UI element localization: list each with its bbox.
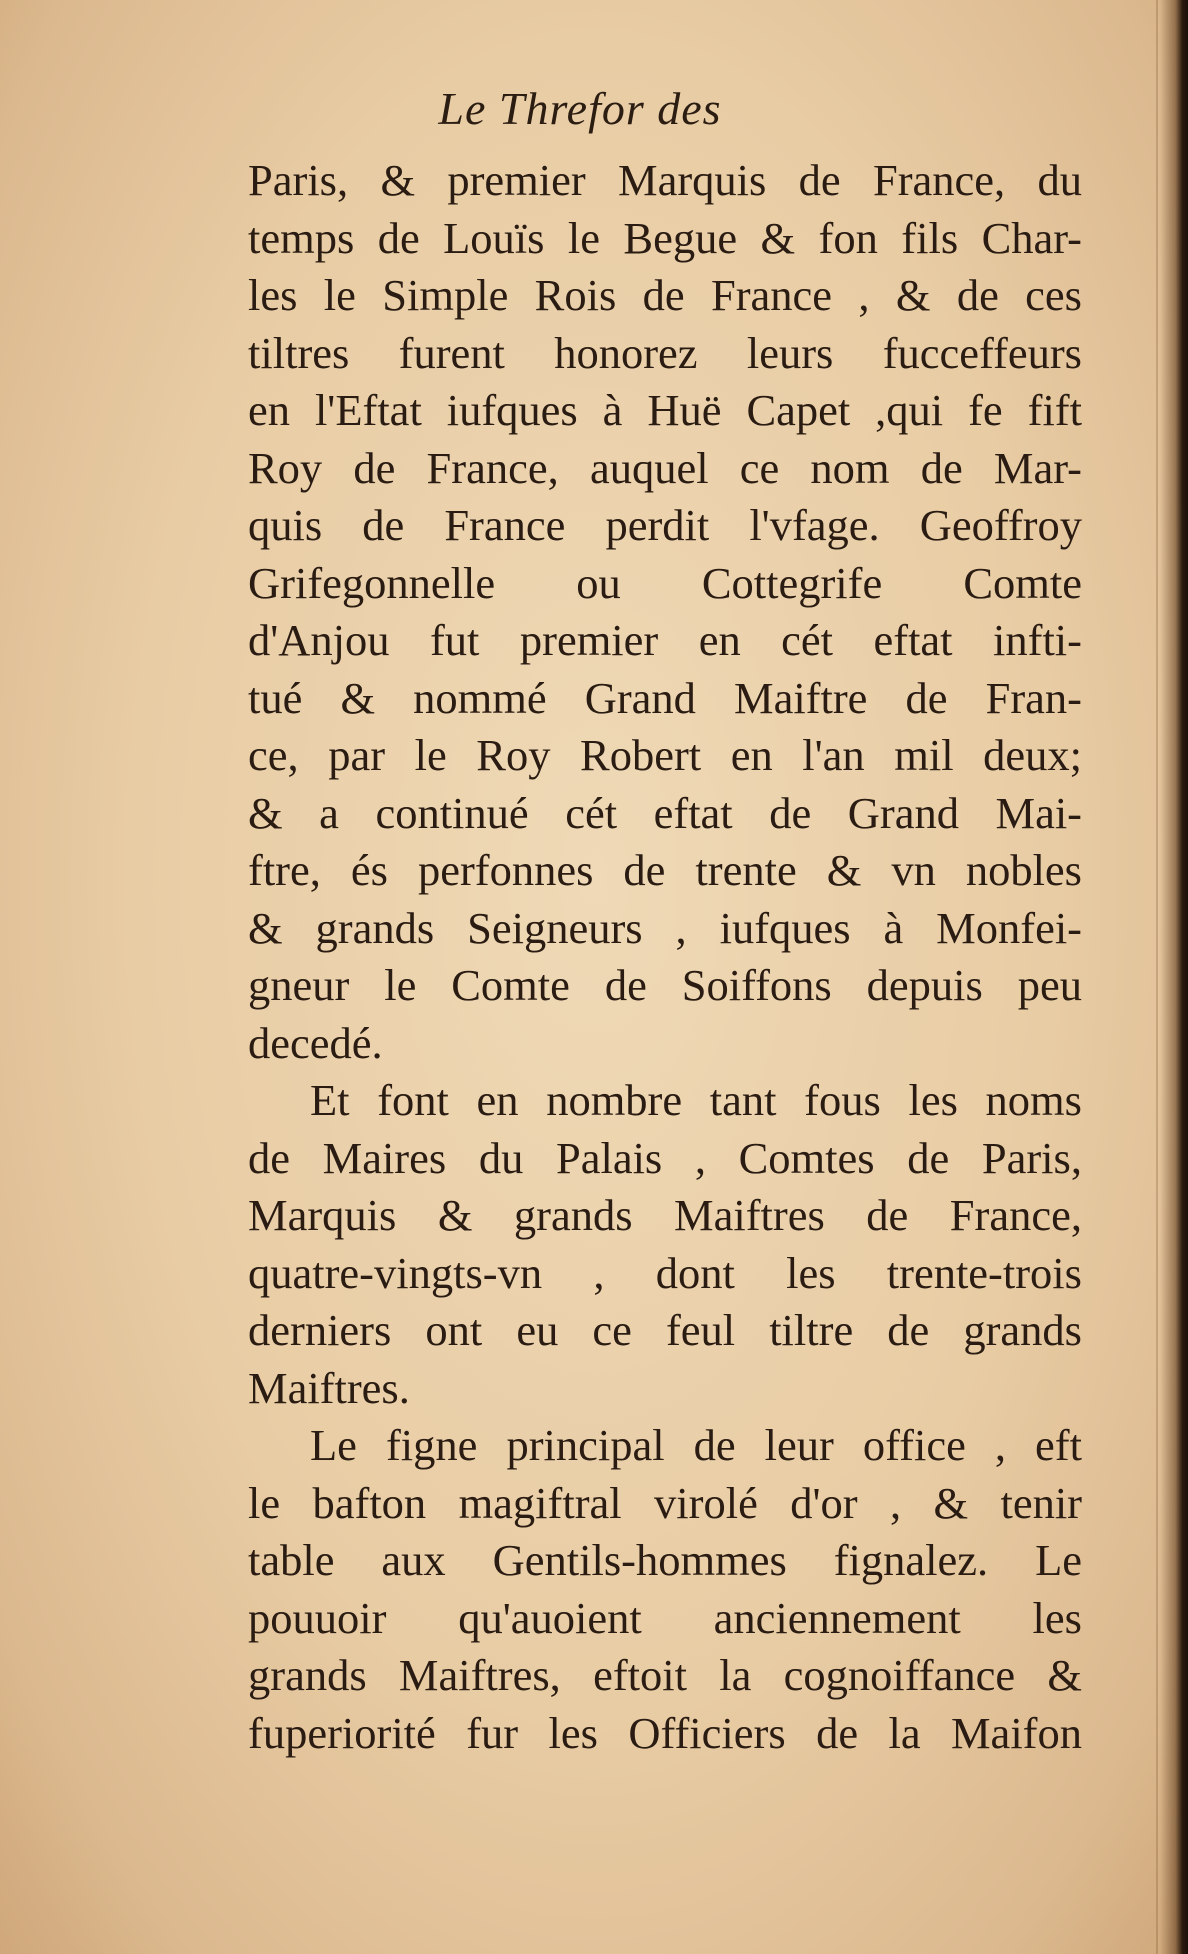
text-line: decedé. bbox=[248, 1017, 383, 1068]
text-line: Roy de France, auquel ce nom de Mar- bbox=[248, 442, 1082, 493]
text-line: Le figne principal de leur office , eft bbox=[310, 1420, 1082, 1470]
text-line: ce, par le Roy Robert en l'an mil deux; bbox=[248, 730, 1082, 780]
text-line: Maiftres. bbox=[248, 1362, 410, 1413]
text-line: le bafton magiftral virolé d'or , & tenir bbox=[248, 1477, 1082, 1528]
page-edge bbox=[1156, 0, 1158, 1954]
text-line: Marquis & grands Maiftres de France, bbox=[248, 1190, 1082, 1240]
text-line: fuperiorité fur les Officiers de la Maifon bbox=[248, 1707, 1082, 1758]
text-line: pouuoir qu'auoient anciennement les bbox=[248, 1592, 1082, 1643]
text-line: table aux Gentils-hommes fignalez. Le bbox=[248, 1535, 1082, 1585]
body-text bbox=[248, 152, 1082, 1762]
text-line: Et font en nombre tant fous les noms bbox=[310, 1075, 1082, 1125]
text-line: en l'Eftat iufques à Huë Capet ,qui fe fift bbox=[248, 385, 1082, 435]
text-line: tiltres furent honorez leurs fucceffeurs bbox=[248, 327, 1082, 378]
page-spine-shadow bbox=[1160, 0, 1188, 1954]
text-line: de Maires du Palais , Comtes de Paris, bbox=[248, 1132, 1082, 1183]
running-header: Le Threfor des bbox=[438, 83, 722, 134]
text-line: & a continué cét eftat de Grand Mai- bbox=[248, 787, 1082, 838]
text-line: & grands Seigneurs , iufques à Monfei- bbox=[248, 902, 1082, 953]
text-line: derniers ont eu ce feul tiltre de grands bbox=[248, 1305, 1082, 1355]
text-line: les le Simple Rois de France , & de ces bbox=[248, 270, 1082, 320]
text-line: temps de Louïs le Begue & fon fils Char- bbox=[248, 212, 1082, 263]
text-line: Paris, & premier Marquis de France, du bbox=[248, 155, 1082, 205]
text-line: Grifegonnelle ou Cottegrife Comte bbox=[248, 557, 1082, 608]
text-line: grands Maiftres, eftoit la cognoiffance & bbox=[248, 1650, 1082, 1700]
text-line: quis de France perdit l'vfage. Geoffroy bbox=[248, 500, 1082, 550]
text-line: gneur le Comte de Soiffons depuis peu bbox=[248, 960, 1082, 1010]
text-line: quatre-vingts-vn , dont les trente-trois bbox=[248, 1247, 1082, 1298]
text-line: ftre, és perfonnes de trente & vn nobles bbox=[248, 845, 1082, 895]
text-line: d'Anjou fut premier en cét eftat infti- bbox=[248, 615, 1082, 665]
text-line: tué & nommé Grand Maiftre de Fran- bbox=[248, 672, 1082, 723]
